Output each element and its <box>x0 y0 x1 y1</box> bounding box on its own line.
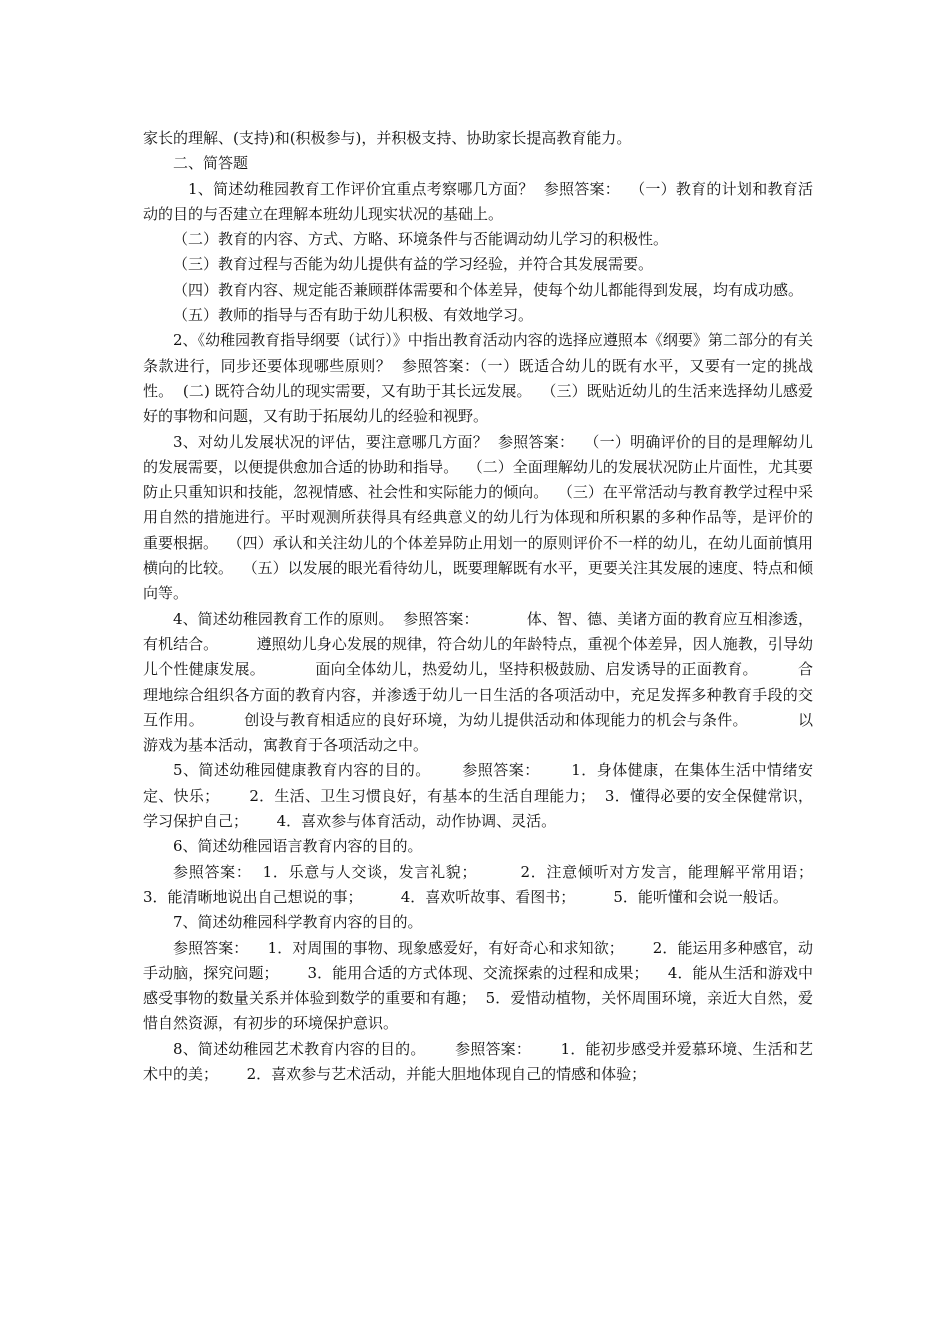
answer-1-item-3: （三）教育过程与否能为幼儿提供有益的学习经验，并符合其发展需要。 <box>173 255 654 274</box>
question-3: 3、对幼儿发展状况的评估，要注意哪几方面？ 参照答案： （一）明确评价的目的是理解幼儿的发展需要，以便提供愈加合适的协助和指导。 （二）全面理解幼儿的发展状况防止片面性，尤其要防止只重知识和技能，忽视情感、社会性和实际能力的倾向。 （三）在平常活动与教育教学过程中采用自然的措施进行。平时观测所获得具有经典意义的幼儿行为体现和所积累的多种作品等，是评价的重要根据。 （四）承认和关注幼儿的个体差异防止用划一的原则评价不一样的幼儿，在幼儿面前慎用横向的比较。 （五）以发展的眼光看待幼儿，既要理解既有水平，更要关注其发展的速度、特点和倾向等。 <box>143 432 813 603</box>
answer-6: 参照答案： 1．乐意与人交谈，发言礼貌； 2．注意倾听对方发言，能理解平常用语； 3．能清晰地说出自己想说的事； 4．喜欢听故事、看图书； 5．能听懂和会说一般话。 <box>143 862 852 906</box>
answer-7: 参照答案： 1．对周围的事物、现象感爱好，有好奇心和求知欲； 2．能运用多种感官，动手动脑，探究问题； 3．能用合适的方式体现、交流探索的过程和成果； 4．能从生活和游戏中感受事物的数量关系并体验到数学的重要和有趣； 5．爱惜动植物，关怀周围环境，亲近大自然，爱惜自然资源，有初步的环境保护意识。 <box>143 938 813 1033</box>
answer-1-item-2: （二）教育的内容、方式、方略、环境条件与否能调动幼儿学习的积极性。 <box>173 230 669 249</box>
section-heading-short-answer: 二、简答题 <box>173 154 249 173</box>
answer-1-item-4: （四）教育内容、规定能否兼顾群体需要和个体差异，使每个幼儿都能得到发展，均有成功感。 <box>173 280 804 299</box>
paragraph-parent-support: 家长的理解、(支持)和(积极参与)，并积极支持、协助家长提高教育能力。 <box>143 129 632 147</box>
question-5: 5、简述幼稚园健康教育内容的目的。 参照答案： 1．身体健康，在集体生活中情绪安定、快乐； 2．生活、卫生习惯良好，有基本的生活自理能力； 3．懂得必要的安全保健常识，学习保护自己； 4．喜欢参与体育活动，动作协调、灵活。 <box>143 761 813 831</box>
question-6: 6、简述幼稚园语言教育内容的目的。 <box>173 837 423 856</box>
document-page <box>143 126 852 1087</box>
question-2: 2、《幼稚园教育指导纲要（试行）》中指出教育活动内容的选择应遵照本《纲要》第二部分的有关条款进行，同步还要体现哪些原则？ 参照答案：（一）既适合幼儿的既有水平，又要有一定的挑战性。 (二) 既符合幼儿的现实需要，又有助于其长远发展。 （三）既贴近幼儿的生活来选择幼儿感爱好的事物和问题，又有助于拓展幼儿的经验和视野。 <box>143 331 813 426</box>
question-7: 7、简述幼稚园科学教育内容的目的。 <box>173 913 423 932</box>
question-8: 8、简述幼稚园艺术教育内容的目的。 参照答案： 1．能初步感受并爱慕环境、生活和艺术中的美； 2．喜欢参与艺术活动，并能大胆地体现自己的情感和体验； <box>143 1039 813 1083</box>
answer-1-item-5: （五）教师的指导与否有助于幼儿积极、有效地学习。 <box>173 306 534 325</box>
question-4: 4、简述幼稚园教育工作的原则。 参照答案： 体、智、德、美诸方面的教育应互相渗透，有机结合。 遵照幼儿身心发展的规律，符合幼儿的年龄特点，重视个体差异，因人施教，引导幼儿个性健康发展。 面向全体幼儿，热爱幼儿，坚持积极鼓励、启发诱导的正面教育。 合理地综合组织各方面的教育内容，并渗透于幼儿一日生活的各项活动中，充足发挥多种教育手段的交互作用。 创设与教育相适应的良好环境，为幼儿提供活动和体现能力的机会与条件。 以游戏为基本活动，寓教育于各项活动之中。 <box>143 609 813 755</box>
question-1: 1、简述幼稚园教育工作评价宜重点考察哪几方面？ 参照答案： （一）教育的计划和教育活动的目的与否建立在理解本班幼儿现实状况的基础上。 <box>143 179 813 223</box>
